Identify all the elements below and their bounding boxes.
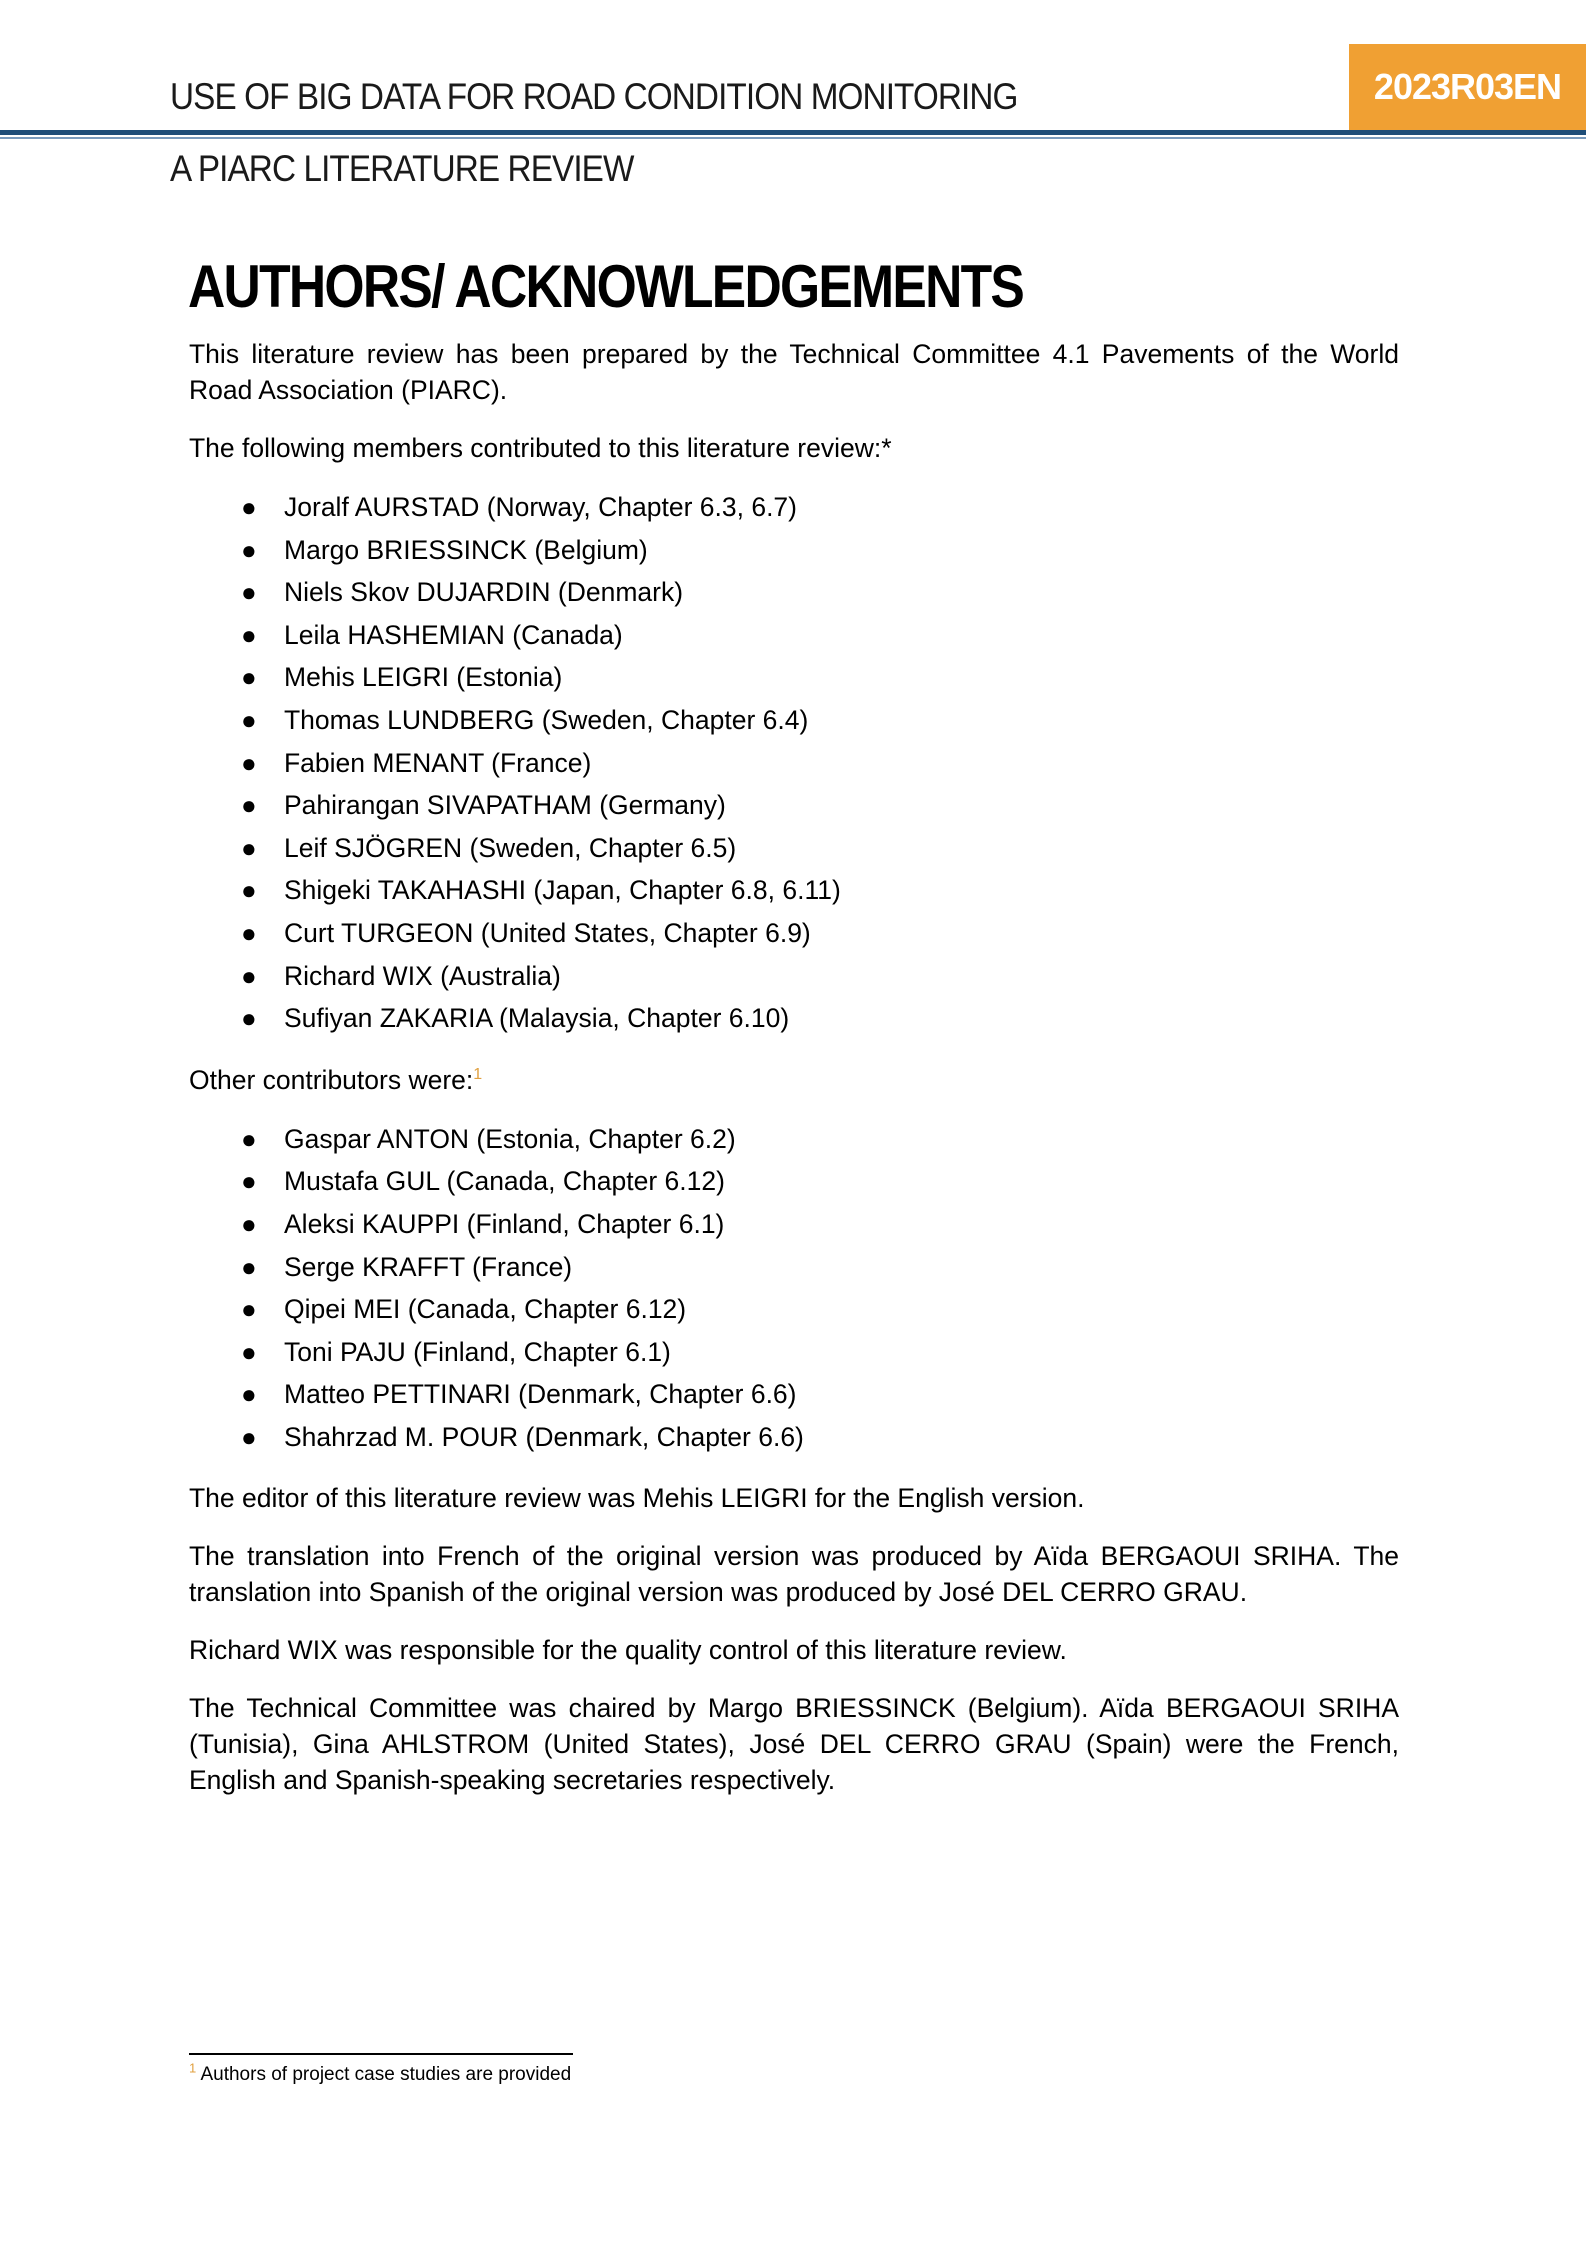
header-rule xyxy=(0,130,1586,135)
editor-paragraph: The editor of this literature review was Mehis LEIGRI for the English version. xyxy=(189,1483,1085,1514)
list-item xyxy=(189,1118,1399,1161)
bullet-icon: ● xyxy=(241,1208,257,1239)
list-item xyxy=(189,742,1399,785)
bullet-icon: ● xyxy=(241,1166,257,1197)
list-item xyxy=(189,1160,1399,1203)
list-item xyxy=(189,656,1399,699)
contributor-name: Shahrzad M. POUR (Denmark, Chapter 6.6) xyxy=(284,1421,804,1452)
contributor-name: Gaspar ANTON (Estonia, Chapter 6.2) xyxy=(284,1123,736,1154)
contributor-name: Niels Skov DUJARDIN (Denmark) xyxy=(284,577,684,608)
list-item xyxy=(189,912,1399,955)
document-body xyxy=(189,336,1399,1798)
list-item xyxy=(189,869,1399,912)
footnote-divider xyxy=(189,2053,573,2055)
list-item xyxy=(189,784,1399,827)
bullet-icon: ● xyxy=(241,1379,257,1410)
contributor-name: Richard WIX (Australia) xyxy=(284,960,561,991)
others-list xyxy=(189,1118,1399,1459)
bullet-icon: ● xyxy=(241,875,257,906)
bullet-icon: ● xyxy=(241,1421,257,1452)
list-item xyxy=(189,1373,1399,1416)
quality-paragraph: Richard WIX was responsible for the quality control of this literature review. xyxy=(189,1635,1067,1666)
contributor-name: Matteo PETTINARI (Denmark, Chapter 6.6) xyxy=(284,1379,797,1410)
bullet-icon: ● xyxy=(241,917,257,948)
contributor-name: Qipei MEI (Canada, Chapter 6.12) xyxy=(284,1294,687,1325)
contributor-name: Margo BRIESSINCK (Belgium) xyxy=(284,534,648,565)
contributor-name: Mehis LEIGRI (Estonia) xyxy=(284,662,563,693)
bullet-icon: ● xyxy=(241,577,257,608)
list-item xyxy=(189,699,1399,742)
members-list xyxy=(189,486,1399,1040)
bullet-icon: ● xyxy=(241,1294,257,1325)
bullet-icon: ● xyxy=(241,790,257,821)
contributor-name: Curt TURGEON (United States, Chapter 6.9) xyxy=(284,917,811,948)
contributor-name: Toni PAJU (Finland, Chapter 6.1) xyxy=(284,1336,671,1367)
contributor-name: Serge KRAFFT (France) xyxy=(284,1251,573,1282)
list-item xyxy=(189,486,1399,529)
bullet-icon: ● xyxy=(241,619,257,650)
list-item xyxy=(189,1416,1399,1459)
contributor-name: Pahirangan SIVAPATHAM (Germany) xyxy=(284,790,726,821)
bullet-icon: ● xyxy=(241,1123,257,1154)
list-item xyxy=(189,614,1399,657)
bullet-icon: ● xyxy=(241,960,257,991)
header-rule-thin xyxy=(0,137,1586,139)
contributor-name: Thomas LUNDBERG (Sweden, Chapter 6.4) xyxy=(284,704,809,735)
list-item xyxy=(189,1331,1399,1374)
list-item xyxy=(189,955,1399,998)
list-item xyxy=(189,1288,1399,1331)
list-item xyxy=(189,1203,1399,1246)
header-title: USE OF BIG DATA FOR ROAD CONDITION MONITORING xyxy=(170,76,1018,117)
contributor-name: Leif SJÖGREN (Sweden, Chapter 6.5) xyxy=(284,832,737,863)
list-item xyxy=(189,827,1399,870)
contributor-name: Aleksi KAUPPI (Finland, Chapter 6.1) xyxy=(284,1208,725,1239)
bullet-icon: ● xyxy=(241,1251,257,1282)
bullet-icon: ● xyxy=(241,492,257,522)
footnote xyxy=(189,2060,572,2086)
footnote-number: 1 xyxy=(189,2060,197,2076)
list-item xyxy=(189,997,1399,1040)
footnote-text: Authors of project case studies are provided xyxy=(200,2064,572,2085)
bullet-icon: ● xyxy=(241,534,257,565)
intro-paragraph: This literature review has been prepared by the Technical Committee 4.1 Pavements of the World Road Association (PIARC). xyxy=(189,339,1399,405)
bullet-icon: ● xyxy=(241,1003,257,1034)
contributor-name: Shigeki TAKAHASHI (Japan, Chapter 6.8, 6.11) xyxy=(284,875,841,906)
contributor-name: Sufiyan ZAKARIA (Malaysia, Chapter 6.10) xyxy=(284,1003,790,1034)
contributor-name: Joralf AURSTAD (Norway, Chapter 6.3, 6.7) xyxy=(284,492,797,522)
chair-paragraph: The Technical Committee was chaired by Margo BRIESSINCK (Belgium). Aïda BERGAOUI SRIHA (Tunisia), Gina AHLSTROM (United States), José DEL CERRO GRAU (Spain) were the French, English and Spanish-speaking secretaries respectively. xyxy=(189,1693,1399,1796)
bullet-icon: ● xyxy=(241,1336,257,1367)
contributor-name: Leila HASHEMIAN (Canada) xyxy=(284,619,623,650)
translation-paragraph: The translation into French of the original version was produced by Aïda BERGAOUI SRIHA. The translation into Spanish of the original version was produced by José DEL CERRO GRAU. xyxy=(189,1541,1399,1608)
page-title: AUTHORS/ ACKNOWLEDGEMENTS xyxy=(188,253,1024,320)
bullet-icon: ● xyxy=(241,747,257,778)
bullet-icon: ● xyxy=(241,832,257,863)
others-intro: Other contributors were:$^1$ xyxy=(189,1064,483,1095)
list-item xyxy=(189,529,1399,572)
report-code-badge: 2023R03EN xyxy=(1349,44,1586,130)
header-subtitle: A PIARC LITERATURE REVIEW xyxy=(170,148,634,189)
contributor-name: Fabien MENANT (France) xyxy=(284,747,592,778)
footnote-reference[interactable]: 1 xyxy=(473,1065,483,1083)
members-intro: The following members contributed to this literature review:* xyxy=(189,433,892,463)
contributor-name: Mustafa GUL (Canada, Chapter 6.12) xyxy=(284,1166,725,1197)
bullet-icon: ● xyxy=(241,662,257,693)
list-item xyxy=(189,571,1399,614)
bullet-icon: ● xyxy=(241,704,257,735)
list-item xyxy=(189,1246,1399,1289)
